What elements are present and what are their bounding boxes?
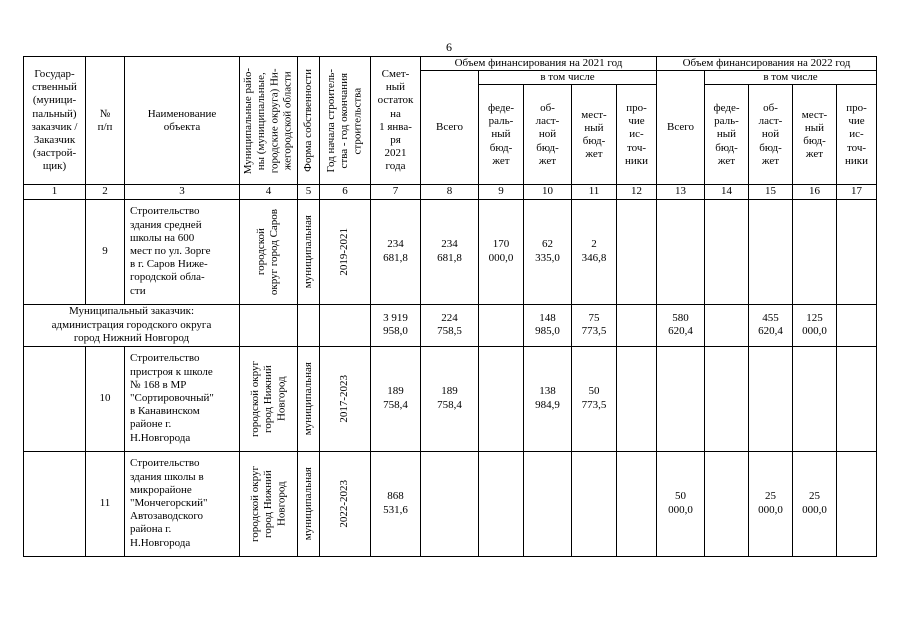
header-total-2022: Всего bbox=[657, 71, 705, 185]
header-incl-2021: в том числе bbox=[479, 71, 657, 85]
header-ownership: Форма собственности bbox=[298, 57, 320, 185]
total-2022: 50 000,0 bbox=[657, 451, 705, 556]
column-number: 3 bbox=[125, 185, 240, 199]
local-2021: 50 773,5 bbox=[572, 346, 617, 451]
column-number: 11 bbox=[572, 185, 617, 199]
years: 2017-2023 bbox=[320, 346, 371, 451]
header-fin-2021: Объем финансирования на 2021 год bbox=[421, 57, 657, 71]
ownership: муниципальная bbox=[298, 199, 320, 304]
column-numbers-row bbox=[24, 185, 877, 199]
table-row bbox=[24, 199, 877, 304]
municipality: городской округ город Саров bbox=[240, 199, 298, 304]
header-other-2022: про- чие ис- точ- ники bbox=[837, 85, 877, 185]
balance: 234 681,8 bbox=[371, 199, 421, 304]
column-number: 15 bbox=[749, 185, 793, 199]
table-row bbox=[24, 346, 877, 451]
local-2022: 25 000,0 bbox=[793, 451, 837, 556]
regional-2022: 455 620,4 bbox=[749, 304, 793, 346]
column-number: 10 bbox=[524, 185, 572, 199]
object-name: Строительство пристроя к школе № 168 в МР "Сортировочный" в Канавинском районе г. Н.Новгорода bbox=[125, 346, 240, 451]
table-row bbox=[24, 451, 877, 556]
balance: 3 919 958,0 bbox=[371, 304, 421, 346]
local-2021: 75 773,5 bbox=[572, 304, 617, 346]
header-object-name: Наименование объекта bbox=[125, 57, 240, 185]
header-other-2021: про- чие ис- точ- ники bbox=[617, 85, 657, 185]
regional-2022: 25 000,0 bbox=[749, 451, 793, 556]
local-2022: 125 000,0 bbox=[793, 304, 837, 346]
regional-2021: 62 335,0 bbox=[524, 199, 572, 304]
header-local-2022: мест- ный бюд- жет bbox=[793, 85, 837, 185]
row-number: 10 bbox=[86, 346, 125, 451]
header-local-2021: мест- ный бюд- жет bbox=[572, 85, 617, 185]
local-2021: 2 346,8 bbox=[572, 199, 617, 304]
column-number: 13 bbox=[657, 185, 705, 199]
balance: 189 758,4 bbox=[371, 346, 421, 451]
regional-2021: 148 985,0 bbox=[524, 304, 572, 346]
column-number: 4 bbox=[240, 185, 298, 199]
subtotal-label: Муниципальный заказчик: администрация городского округа город Нижний Новгород bbox=[24, 304, 240, 346]
header-municipality: Муниципальные райо- ны (муниципальные, городские округа) Ни- жегородской области bbox=[240, 57, 298, 185]
row-number: 9 bbox=[86, 199, 125, 304]
column-number: 12 bbox=[617, 185, 657, 199]
column-number: 1 bbox=[24, 185, 86, 199]
header-federal-2021: феде- раль- ный бюд- жет bbox=[479, 85, 524, 185]
header-num: № п/п bbox=[86, 57, 125, 185]
balance: 868 531,6 bbox=[371, 451, 421, 556]
column-number: 6 bbox=[320, 185, 371, 199]
column-number: 17 bbox=[837, 185, 877, 199]
object-name: Строительство здания школы в микрорайоне "Мончегорский" Автозаводского района г. Н.Новгорода bbox=[125, 451, 240, 556]
years: 2022-2023 bbox=[320, 451, 371, 556]
row-number: 11 bbox=[86, 451, 125, 556]
column-number: 2 bbox=[86, 185, 125, 199]
total-2022: 580 620,4 bbox=[657, 304, 705, 346]
header-balance: Смет- ный остаток на 1 янва- ря 2021 года bbox=[371, 57, 421, 185]
ownership: муниципальная bbox=[298, 451, 320, 556]
total-2021: 234 681,8 bbox=[421, 199, 479, 304]
financing-table bbox=[23, 56, 877, 557]
header-total-2021: Всего bbox=[421, 71, 479, 185]
ownership: муниципальная bbox=[298, 346, 320, 451]
municipality: городской округ город Нижний Новгород bbox=[240, 346, 298, 451]
header-customer: Государ- ственный (муници- пальный) заказчик / Заказчик (застрой- щик) bbox=[24, 57, 86, 185]
subtotal-row bbox=[24, 304, 877, 346]
object-name: Строительство здания средней школы на 600 мест по ул. Зорге в г. Саров Ниже- городской обла- сти bbox=[125, 199, 240, 304]
column-number: 14 bbox=[705, 185, 749, 199]
years: 2019-2021 bbox=[320, 199, 371, 304]
municipality: городской округ город Нижний Новгород bbox=[240, 451, 298, 556]
total-2021: 224 758,5 bbox=[421, 304, 479, 346]
federal-2021: 170 000,0 bbox=[479, 199, 524, 304]
header-years: Год начала строитель- ства - год окончания строительства bbox=[320, 57, 371, 185]
regional-2021: 138 984,9 bbox=[524, 346, 572, 451]
header-regional-2021: об- ласт- ной бюд- жет bbox=[524, 85, 572, 185]
total-2021: 189 758,4 bbox=[421, 346, 479, 451]
column-number: 8 bbox=[421, 185, 479, 199]
page-number: 6 bbox=[446, 40, 452, 54]
header-fin-2022: Объем финансирования на 2022 год bbox=[657, 57, 877, 71]
column-number: 9 bbox=[479, 185, 524, 199]
header-federal-2022: феде- раль- ный бюд- жет bbox=[705, 85, 749, 185]
header-incl-2022: в том числе bbox=[705, 71, 877, 85]
column-number: 7 bbox=[371, 185, 421, 199]
header-regional-2022: об- ласт- ной бюд- жет bbox=[749, 85, 793, 185]
column-number: 5 bbox=[298, 185, 320, 199]
column-number: 16 bbox=[793, 185, 837, 199]
